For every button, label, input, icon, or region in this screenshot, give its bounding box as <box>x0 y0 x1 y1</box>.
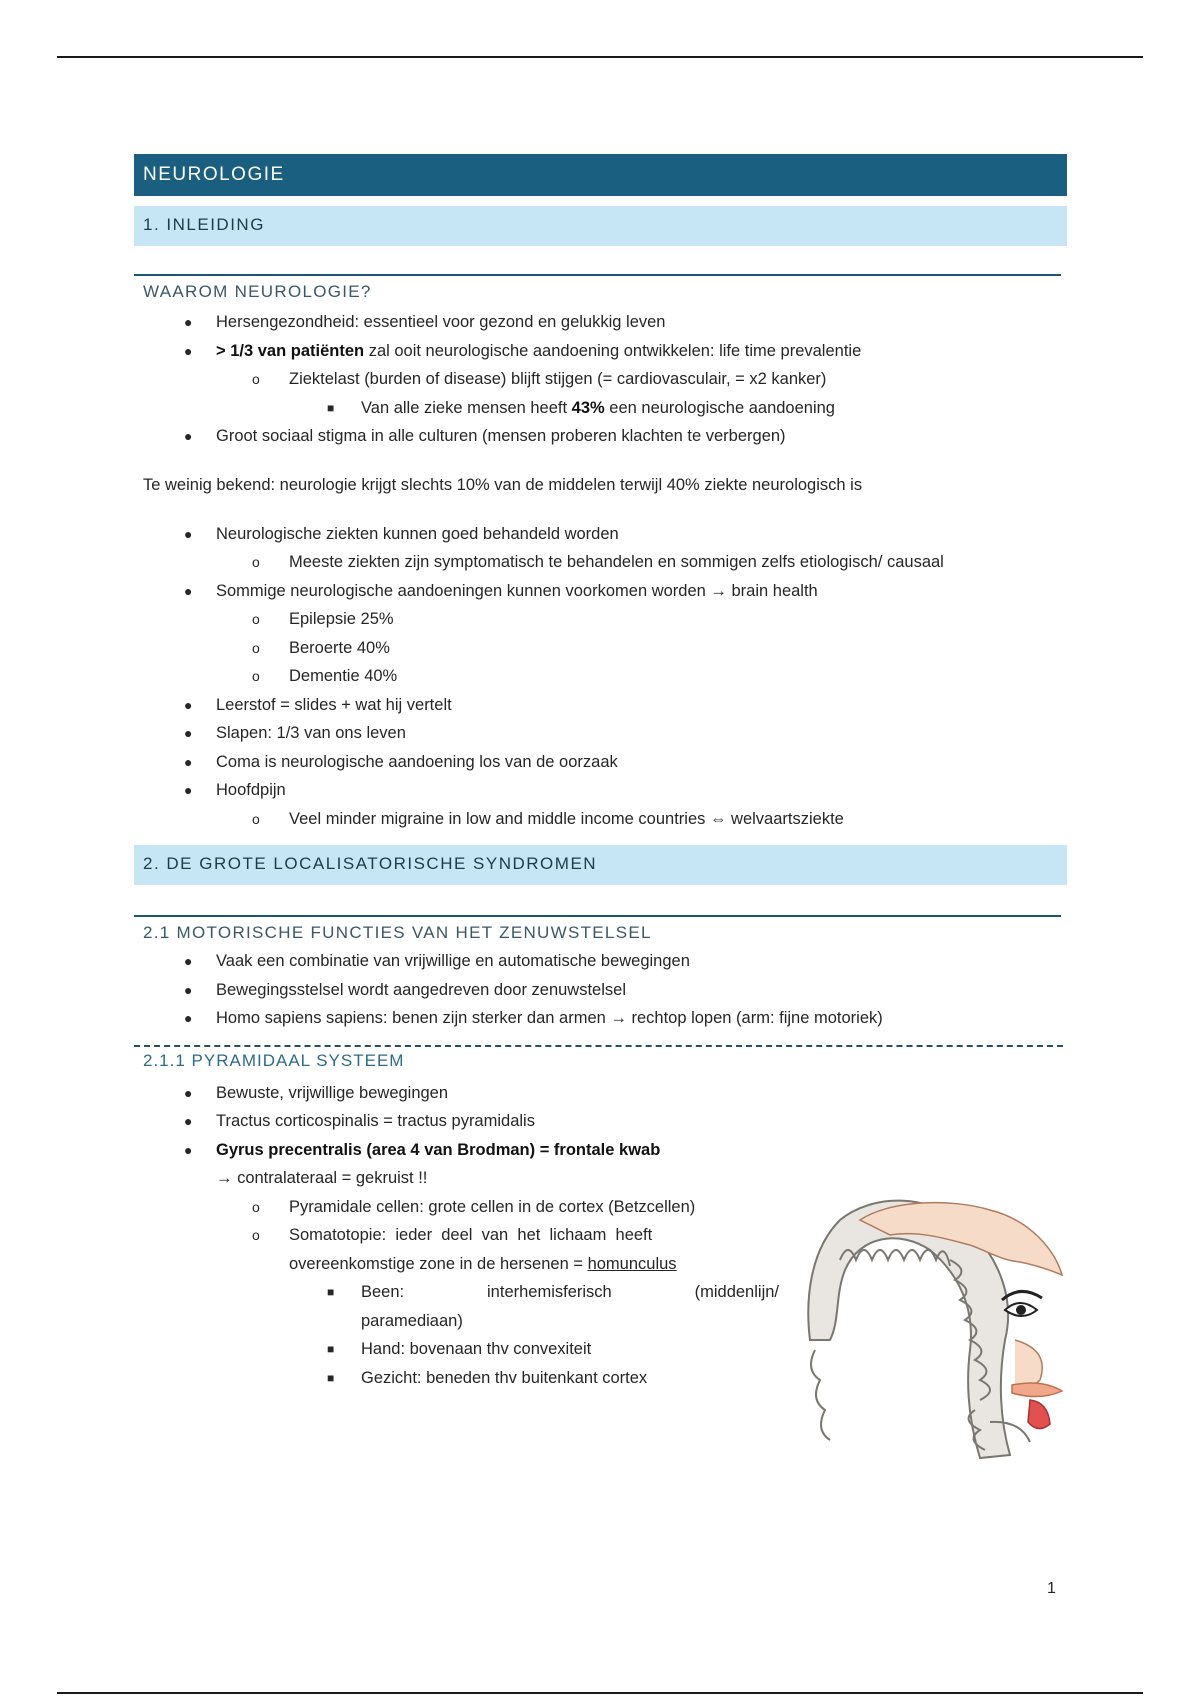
bullet-icon: ● <box>184 696 193 713</box>
list-item: ● Homo sapiens sapiens: benen zijn sterker dan armen → rechtop lopen (arm: fijne motoriek) <box>134 1004 1067 1033</box>
list-item: o Veel minder migraine in low and middle income countries ⇔ welvaartsziekte <box>134 805 1067 834</box>
bullet-icon: ● <box>184 1010 193 1026</box>
square-bullet-icon: ■ <box>327 1370 335 1385</box>
list-item: ● Groot sociaal stigma in alle culturen (mensen proberen klachten te verbergen) <box>134 422 1067 451</box>
list-item: ● Slapen: 1/3 van ons leven <box>134 719 1067 748</box>
circle-bullet-icon: o <box>252 810 260 827</box>
chapter-heading-2: 2. DE GROTE LOCALISATORISCHE SYNDROMEN <box>134 845 1067 885</box>
subheading-waarom: WAAROM NEUROLOGIE? <box>134 274 1061 302</box>
bullet-icon: ● <box>184 981 193 998</box>
list-item: ● Hersengezondheid: essentieel voor gezond en gelukkig leven <box>134 308 1067 337</box>
list-item: ■ Gezicht: beneden thv buitenkant cortex <box>134 1364 784 1393</box>
bullet-icon: ● <box>184 314 193 330</box>
circle-bullet-icon: o <box>252 668 260 684</box>
bullet-icon: ● <box>184 1084 193 1101</box>
bullet-icon: ● <box>184 1113 193 1129</box>
list-item: ● Tractus corticospinalis = tractus pyramidalis <box>134 1107 784 1136</box>
subsubheading-pyramidaal: 2.1.1 PYRAMIDAAL SYSTEEM <box>134 1045 1063 1071</box>
list-item: ■ Hand: bovenaan thv convexiteit <box>134 1335 784 1364</box>
circle-bullet-icon: o <box>252 611 260 627</box>
bullet-icon: ● <box>184 428 193 444</box>
list-item: o Epilepsie 25% <box>134 605 1067 634</box>
bullet-icon: ● <box>184 725 193 741</box>
bullet-icon: ● <box>184 953 193 969</box>
bullet-icon: ● <box>184 753 193 770</box>
list-item: ● Hoofdpijn <box>134 776 1067 805</box>
bullet-icon: ● <box>184 582 193 599</box>
list-item: o Somatotopie: ieder deel van het lichaam heeft <box>134 1221 784 1250</box>
list-item: ● Gyrus precentralis (area 4 van Brodman) = frontale kwab <box>134 1136 784 1165</box>
list-item: ■ Van alle zieke mensen heeft 43% een neurologische aandoening <box>134 394 1067 423</box>
list-item-continuation: paramediaan) <box>361 1311 463 1330</box>
homunculus-illustration <box>800 1190 1070 1460</box>
header-rule <box>57 56 1143 58</box>
circle-bullet-icon: o <box>252 639 260 656</box>
chapter-heading-1: 1. INLEIDING <box>134 206 1067 246</box>
list-item-continuation: overeenkomstige zone in de hersenen = homunculus <box>289 1254 677 1273</box>
list-item: o Ziektelast (burden of disease) blijft stijgen (= cardiovasculair, = x2 kanker) <box>134 365 1067 394</box>
list-item: ● Bewegingsstelsel wordt aangedreven door zenuwstelsel <box>134 976 1067 1005</box>
footer-rule <box>57 1692 1143 1694</box>
bullet-list-pyramidal <box>134 1079 784 1393</box>
list-item: ● Sommige neurologische aandoeningen kunnen voorkomen worden → brain health <box>134 577 1067 606</box>
circle-bullet-icon: o <box>252 1227 260 1243</box>
list-item: o Beroerte 40% <box>134 634 1067 663</box>
homunculus-term: homunculus <box>587 1254 677 1273</box>
bullet-list-treatment <box>134 520 1067 834</box>
list-item: ● > 1/3 van patiënten zal ooit neurologische aandoening ontwikkelen: life time prevalentie <box>134 337 1067 366</box>
list-item: o Pyramidale cellen: grote cellen in de cortex (Betzcellen) <box>134 1193 784 1222</box>
square-bullet-icon: ■ <box>327 1342 335 1356</box>
page-number: 1 <box>1047 1580 1056 1597</box>
bullet-list-motor <box>134 947 1067 1033</box>
circle-bullet-icon: o <box>252 371 260 387</box>
bullet-icon: ● <box>184 1141 193 1158</box>
list-item: ● Neurologische ziekten kunnen goed behandeld worden <box>134 520 1067 549</box>
bullet-icon: ● <box>184 782 193 798</box>
circle-bullet-icon: o <box>252 554 260 570</box>
list-item: o Dementie 40% <box>134 662 1067 691</box>
list-item: o Meeste ziekten zijn symptomatisch te behandelen en sommigen zelfs etiologisch/ causaal <box>134 548 1067 577</box>
list-item: ● Vaak een combinatie van vrijwillige en automatische bewegingen <box>134 947 1067 976</box>
square-bullet-icon: ■ <box>327 1285 335 1299</box>
bullet-icon: ● <box>184 342 193 359</box>
bullet-icon: ● <box>184 525 193 542</box>
list-item: ● Coma is neurologische aandoening los van de oorzaak <box>134 748 1067 777</box>
bullet-list-intro <box>134 308 1067 451</box>
paragraph-funding: Te weinig bekend: neurologie krijgt slechts 10% van de middelen terwijl 40% ziekte neurologisch is <box>143 475 863 494</box>
list-item: ● Bewuste, vrijwillige bewegingen <box>134 1079 784 1108</box>
list-item: ■ Been: interhemisferisch (middenlijn/ <box>134 1278 784 1307</box>
list-item: ● Leerstof = slides + wat hij vertelt <box>134 691 1067 720</box>
document-title: NEUROLOGIE <box>134 154 1067 196</box>
subheading-motorische-functies: 2.1 MOTORISCHE FUNCTIES VAN HET ZENUWSTELSEL <box>134 915 1061 943</box>
circle-bullet-icon: o <box>252 1198 260 1215</box>
list-item-continuation: → contralateraal = gekruist !! <box>216 1169 428 1187</box>
square-bullet-icon: ■ <box>327 400 335 415</box>
